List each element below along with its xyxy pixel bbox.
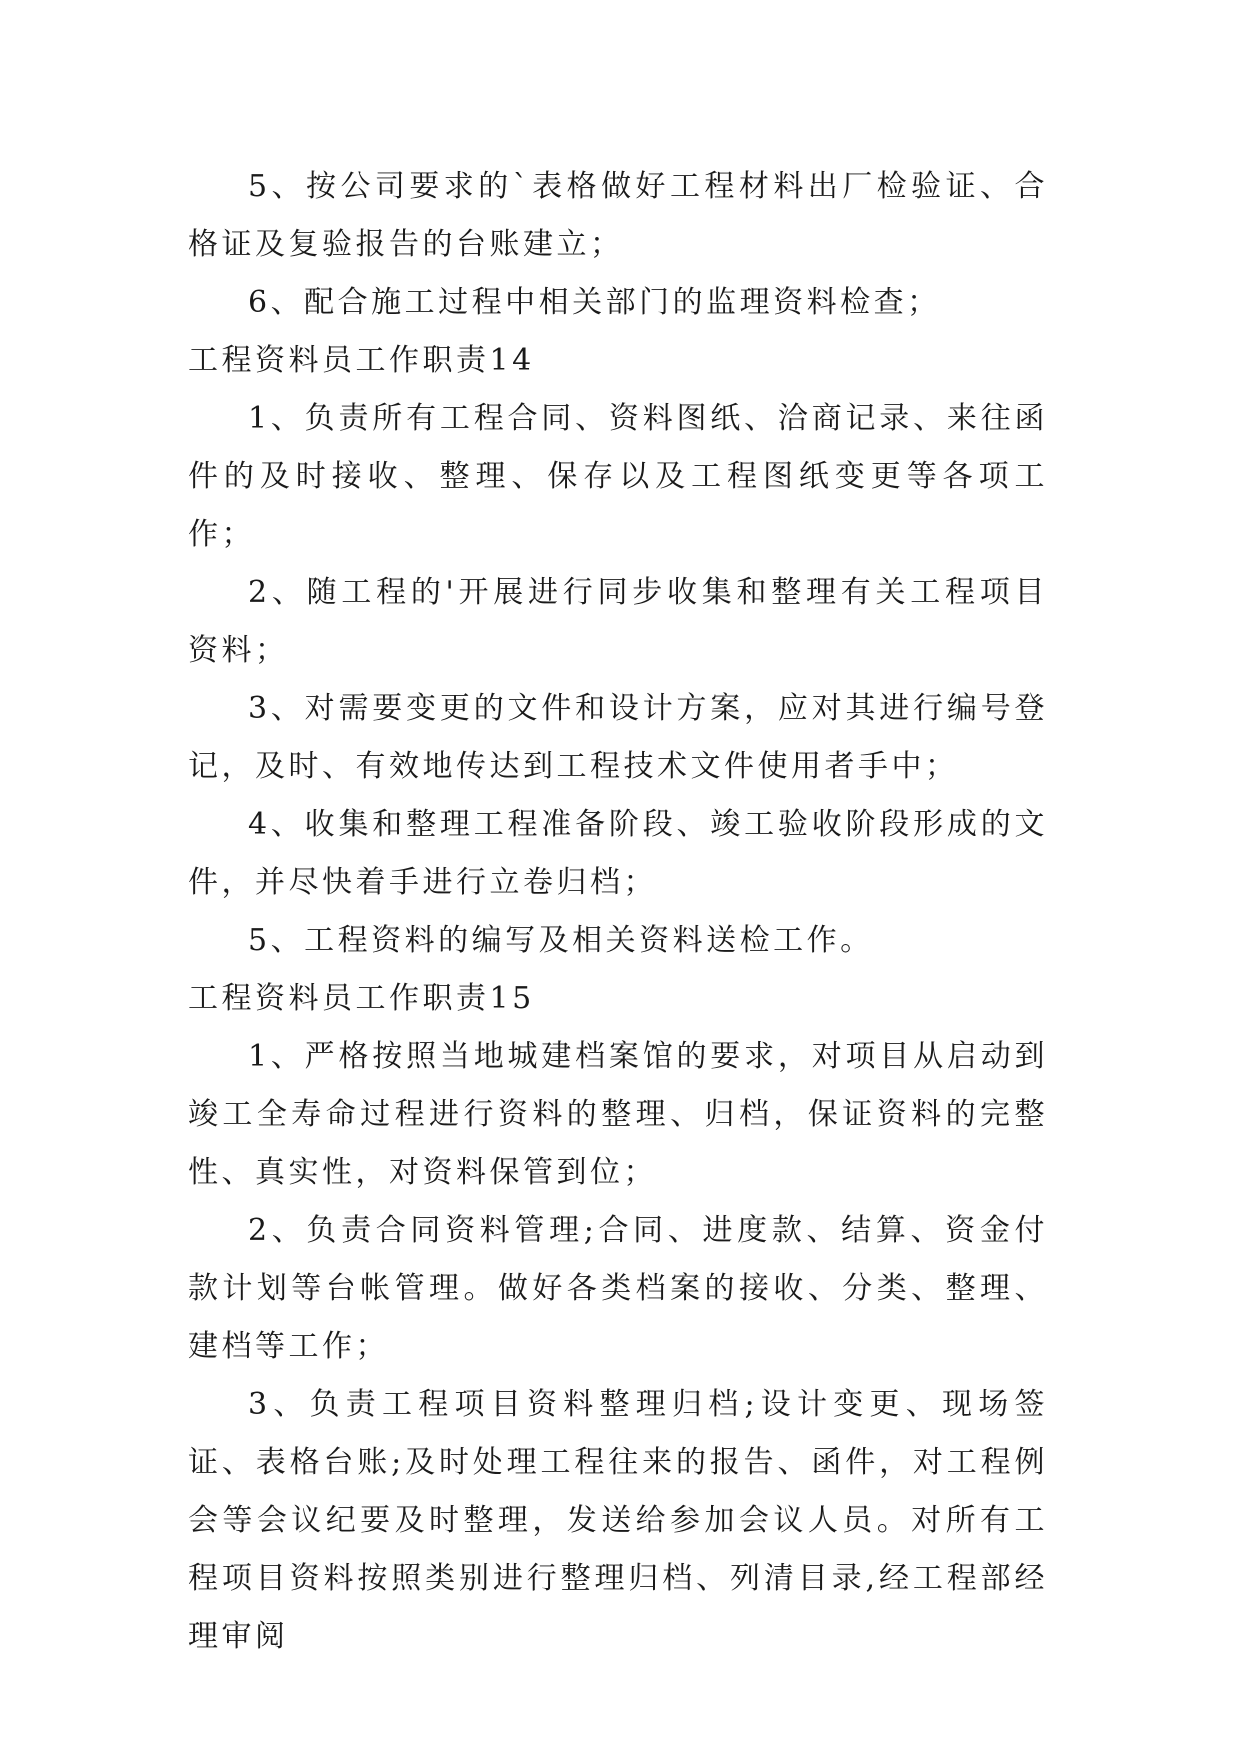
paragraph-item-6-inspection: 6、配合施工过程中相关部门的监理资料检查； (248, 285, 941, 320)
paragraph-item-3-changes: 3、对需要变更的文件和设计方案，应对其进行编号登记，及时、有效地传达到工程技术文件使用者手中； (188, 691, 1048, 784)
paragraph-item-4-archiving: 4、收集和整理工程准备阶段、竣工验收阶段形成的文件，并尽快着手进行立卷归档； (188, 807, 1048, 900)
section-heading-15: 工程资料员工作职责15 (188, 981, 535, 1016)
paragraph-item-3-project-files: 3、负责工程项目资料整理归档;设计变更、现场签证、表格台账;及时处理工程往来的报告、函件，对工程例会等会议纪要及时整理，发送给参加会议人员。对所有工程项目资料按照类别进行整理归档、列清目录,经工程部经理审阅 (188, 1387, 1048, 1654)
section-heading-14: 工程资料员工作职责14 (188, 343, 535, 378)
paragraph-item-5-writing: 5、工程资料的编写及相关资料送检工作。 (248, 923, 874, 958)
document-body (188, 158, 1048, 1666)
paragraph-item-1-contracts: 1、负责所有工程合同、资料图纸、洽商记录、来往函件的及时接收、整理、保存以及工程图纸变更等各项工作； (188, 401, 1048, 552)
paragraph-item-2-collection: 2、随工程的'开展进行同步收集和整理有关工程项目资料； (188, 575, 1048, 668)
paragraph-item-5-ledger: 5、按公司要求的`表格做好工程材料出厂检验证、合格证及复验报告的台账建立； (188, 169, 1048, 262)
paragraph-item-1-standards: 1、严格按照当地城建档案馆的要求，对项目从启动到竣工全寿命过程进行资料的整理、归档，保证资料的完整性、真实性，对资料保管到位； (188, 1039, 1048, 1190)
paragraph-item-2-contract-management: 2、负责合同资料管理;合同、进度款、结算、资金付款计划等台帐管理。做好各类档案的接收、分类、整理、建档等工作； (188, 1213, 1048, 1364)
